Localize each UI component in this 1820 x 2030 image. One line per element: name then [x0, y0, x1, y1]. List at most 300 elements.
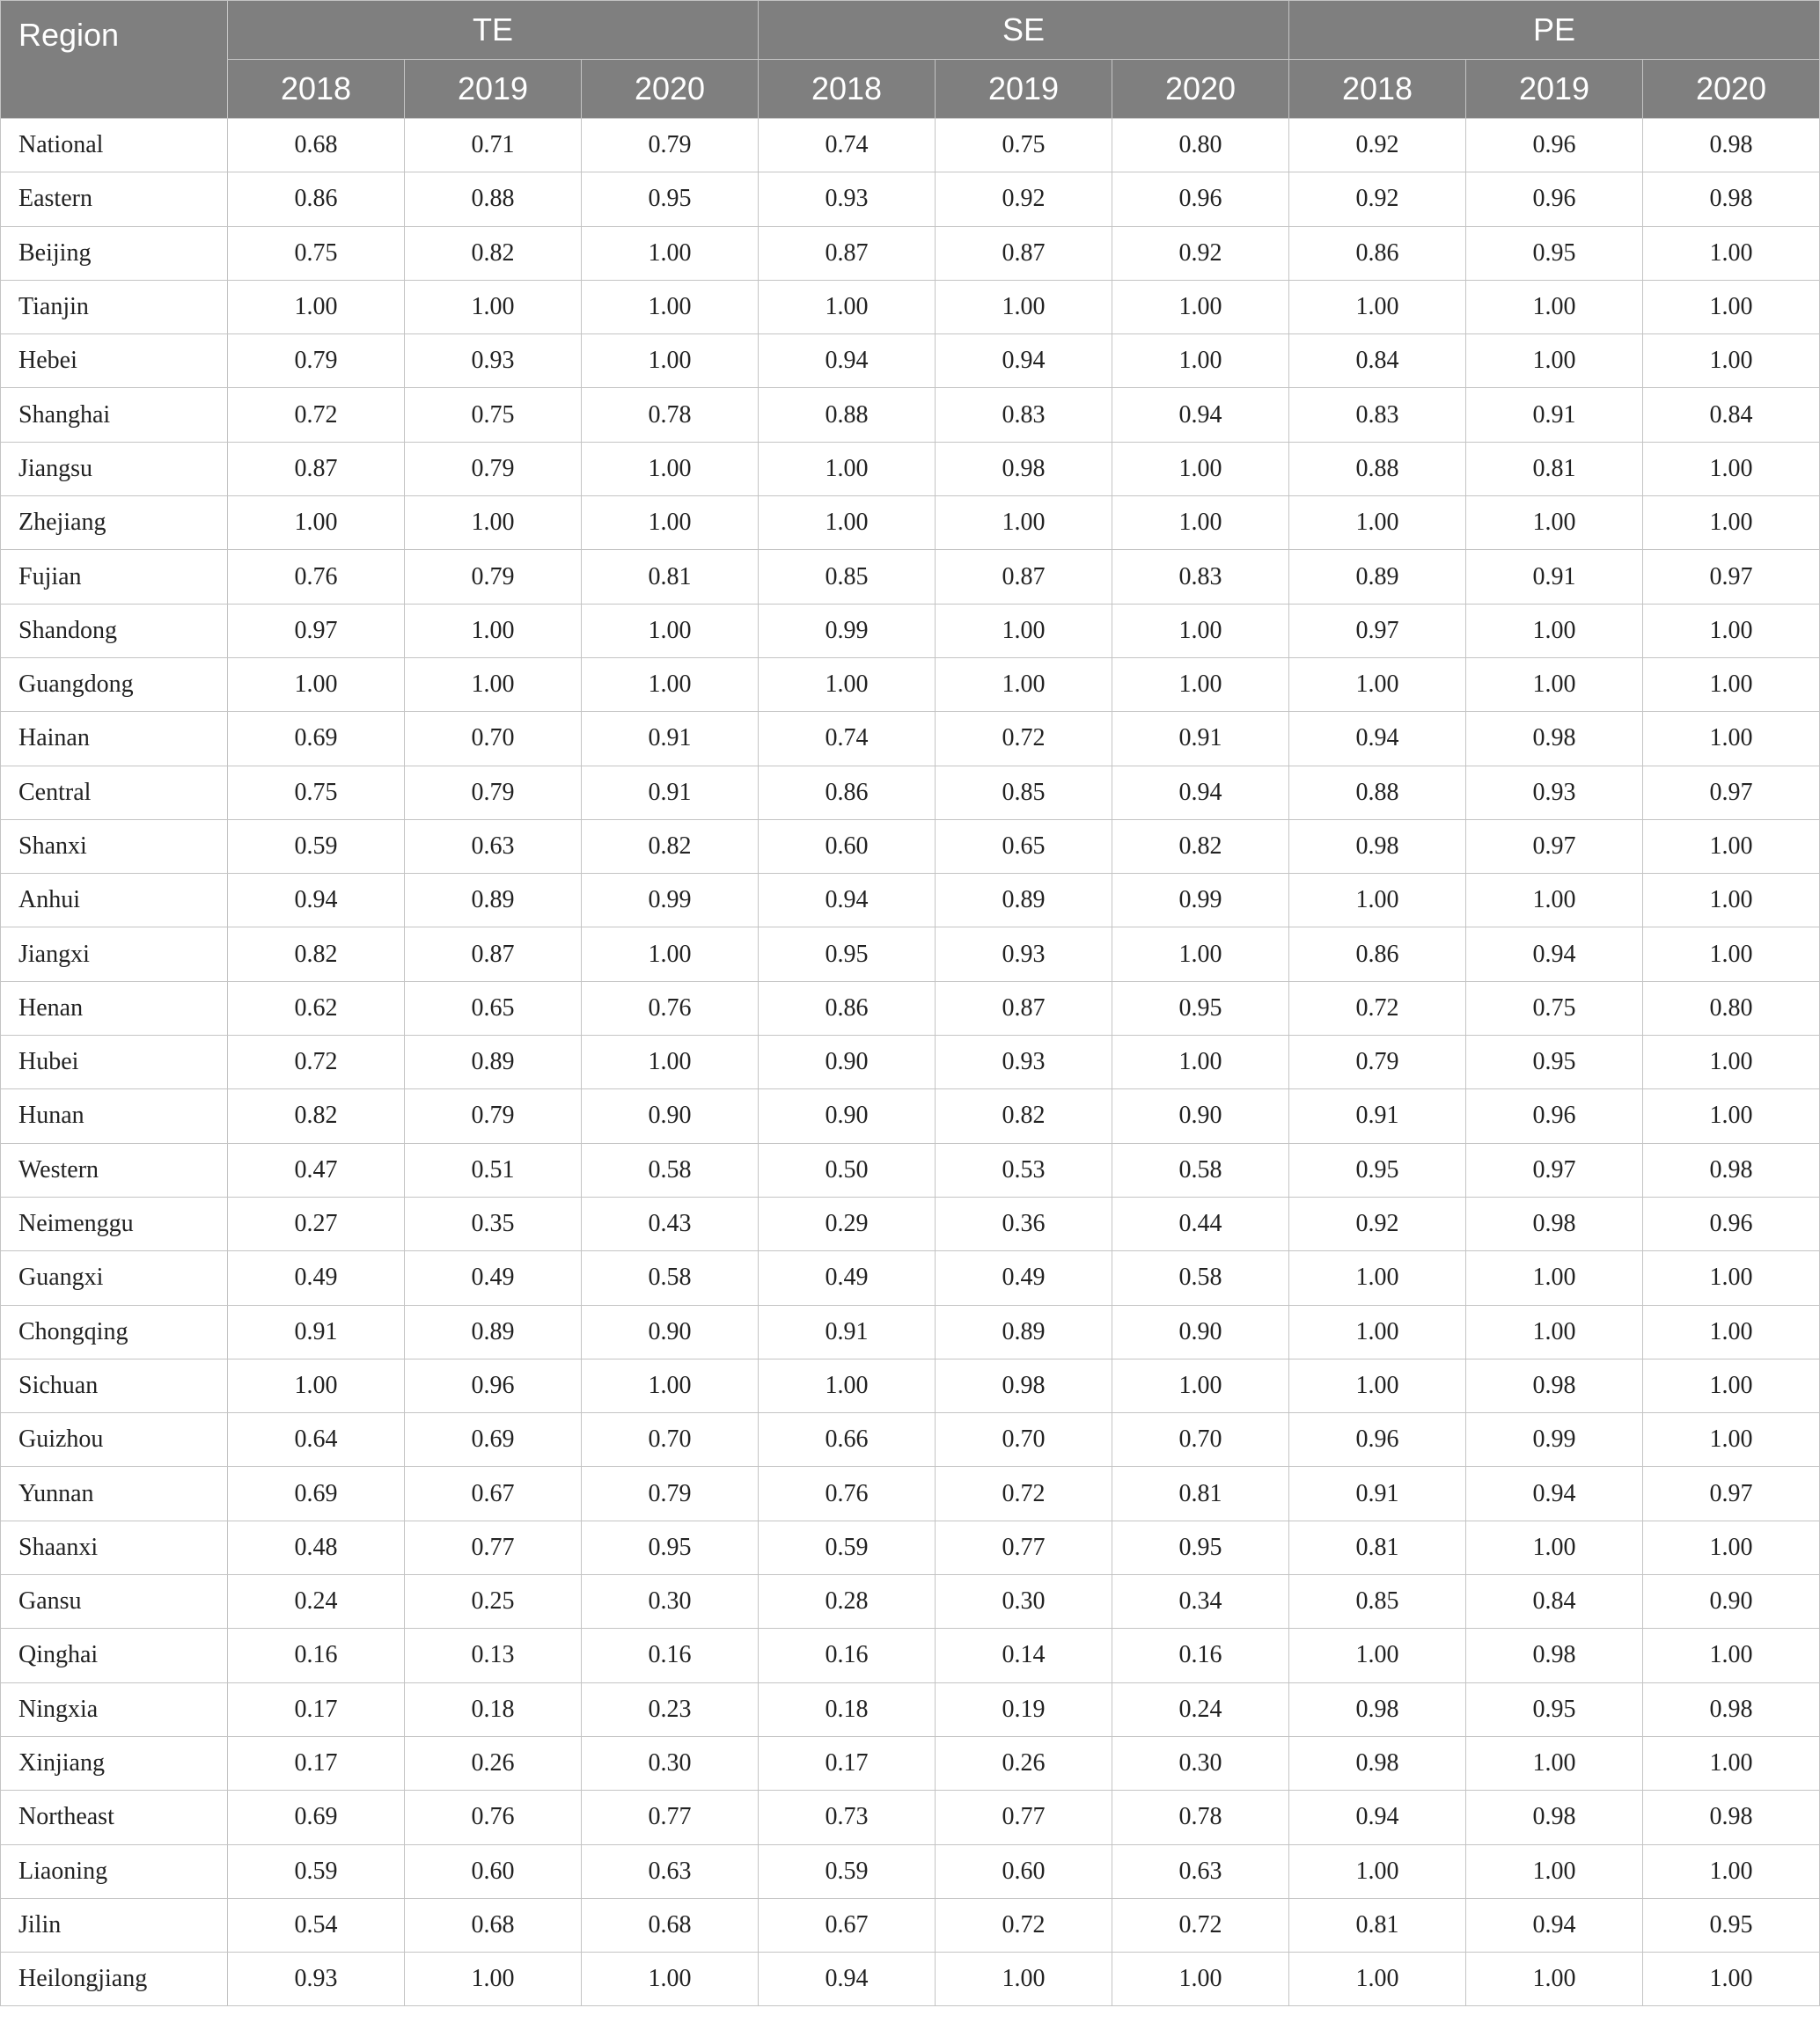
- value-cell: 0.68: [228, 119, 405, 172]
- value-cell: 0.98: [1466, 712, 1643, 766]
- value-cell: 0.47: [228, 1143, 405, 1197]
- value-cell: 1.00: [228, 280, 405, 333]
- value-cell: 0.82: [582, 819, 759, 873]
- value-cell: 1.00: [1289, 280, 1466, 333]
- value-cell: 0.26: [405, 1736, 582, 1790]
- value-cell: 0.72: [936, 712, 1112, 766]
- value-cell: 0.79: [405, 442, 582, 495]
- value-cell: 0.72: [936, 1898, 1112, 1952]
- value-cell: 1.00: [936, 657, 1112, 711]
- value-cell: 1.00: [1643, 712, 1820, 766]
- region-name-cell: Anhui: [1, 874, 228, 927]
- value-cell: 0.49: [936, 1251, 1112, 1305]
- year-header: 2018: [759, 60, 936, 119]
- value-cell: 0.87: [936, 226, 1112, 280]
- value-cell: 0.97: [1289, 604, 1466, 657]
- value-cell: 1.00: [1643, 819, 1820, 873]
- value-cell: 1.00: [1466, 1953, 1643, 2006]
- value-cell: 0.59: [228, 819, 405, 873]
- value-cell: 0.90: [1112, 1089, 1289, 1143]
- value-cell: 1.00: [1466, 657, 1643, 711]
- value-cell: 0.98: [1643, 172, 1820, 226]
- value-cell: 0.58: [582, 1143, 759, 1197]
- table-row: [1, 1251, 1820, 1305]
- value-cell: 1.00: [1643, 874, 1820, 927]
- value-cell: 0.87: [936, 981, 1112, 1035]
- value-cell: 1.00: [1289, 1251, 1466, 1305]
- value-cell: 1.00: [1112, 280, 1289, 333]
- value-cell: 0.89: [405, 874, 582, 927]
- region-name-cell: Neimenggu: [1, 1197, 228, 1250]
- value-cell: 0.94: [1289, 712, 1466, 766]
- table-row: [1, 226, 1820, 280]
- value-cell: 0.84: [1466, 1575, 1643, 1629]
- value-cell: 1.00: [936, 604, 1112, 657]
- value-cell: 1.00: [1112, 604, 1289, 657]
- value-cell: 1.00: [1289, 1359, 1466, 1412]
- value-cell: 0.83: [1289, 388, 1466, 442]
- value-cell: 0.59: [759, 1844, 936, 1898]
- value-cell: 0.83: [1112, 550, 1289, 604]
- value-cell: 1.00: [1643, 1305, 1820, 1359]
- value-cell: 0.69: [228, 1467, 405, 1521]
- value-cell: 0.96: [1289, 1413, 1466, 1467]
- value-cell: 0.85: [936, 766, 1112, 819]
- value-cell: 0.79: [405, 766, 582, 819]
- value-cell: 0.92: [1112, 226, 1289, 280]
- value-cell: 1.00: [1643, 1413, 1820, 1467]
- table-row: [1, 712, 1820, 766]
- value-cell: 0.87: [228, 442, 405, 495]
- value-cell: 0.94: [1112, 388, 1289, 442]
- value-cell: 0.97: [1643, 550, 1820, 604]
- value-cell: 0.75: [1466, 981, 1643, 1035]
- value-cell: 0.82: [1112, 819, 1289, 873]
- value-cell: 0.81: [1289, 1521, 1466, 1574]
- value-cell: 0.54: [228, 1898, 405, 1952]
- value-cell: 0.99: [582, 874, 759, 927]
- value-cell: 0.72: [936, 1467, 1112, 1521]
- value-cell: 0.17: [228, 1682, 405, 1736]
- region-name-cell: Guangxi: [1, 1251, 228, 1305]
- value-cell: 1.00: [1643, 1036, 1820, 1089]
- value-cell: 0.94: [1466, 1467, 1643, 1521]
- value-cell: 1.00: [1643, 280, 1820, 333]
- value-cell: 0.50: [759, 1143, 936, 1197]
- value-cell: 0.79: [1289, 1036, 1466, 1089]
- year-header: 2018: [1289, 60, 1466, 119]
- value-cell: 1.00: [405, 1953, 582, 2006]
- value-cell: 0.18: [759, 1682, 936, 1736]
- value-cell: 1.00: [405, 496, 582, 550]
- value-cell: 1.00: [1112, 496, 1289, 550]
- value-cell: 1.00: [582, 442, 759, 495]
- value-cell: 0.59: [228, 1844, 405, 1898]
- value-cell: 0.81: [582, 550, 759, 604]
- value-cell: 1.00: [582, 927, 759, 981]
- value-cell: 1.00: [1289, 874, 1466, 927]
- value-cell: 0.58: [1112, 1143, 1289, 1197]
- value-cell: 0.82: [936, 1089, 1112, 1143]
- table-body: [1, 119, 1820, 2006]
- value-cell: 0.80: [1112, 119, 1289, 172]
- region-name-cell: Tianjin: [1, 280, 228, 333]
- value-cell: 0.82: [228, 1089, 405, 1143]
- value-cell: 0.68: [582, 1898, 759, 1952]
- value-cell: 0.75: [228, 226, 405, 280]
- value-cell: 0.28: [759, 1575, 936, 1629]
- region-name-cell: Yunnan: [1, 1467, 228, 1521]
- value-cell: 1.00: [1643, 1521, 1820, 1574]
- value-cell: 0.91: [759, 1305, 936, 1359]
- value-cell: 0.70: [582, 1413, 759, 1467]
- value-cell: 1.00: [582, 1953, 759, 2006]
- value-cell: 0.95: [1112, 981, 1289, 1035]
- table-row: [1, 334, 1820, 388]
- value-cell: 0.89: [405, 1036, 582, 1089]
- value-cell: 0.25: [405, 1575, 582, 1629]
- value-cell: 0.87: [759, 226, 936, 280]
- table-row: [1, 1629, 1820, 1682]
- table-row: [1, 1682, 1820, 1736]
- group-header-pe: PE: [1289, 1, 1820, 60]
- value-cell: 1.00: [1643, 226, 1820, 280]
- value-cell: 0.30: [1112, 1736, 1289, 1790]
- value-cell: 0.59: [759, 1521, 936, 1574]
- value-cell: 1.00: [1466, 496, 1643, 550]
- value-cell: 0.91: [582, 766, 759, 819]
- value-cell: 0.69: [228, 712, 405, 766]
- value-cell: 0.76: [405, 1791, 582, 1844]
- value-cell: 1.00: [759, 1359, 936, 1412]
- value-cell: 1.00: [1466, 1844, 1643, 1898]
- table-row: [1, 442, 1820, 495]
- table-row: [1, 1791, 1820, 1844]
- value-cell: 0.72: [228, 1036, 405, 1089]
- value-cell: 0.16: [228, 1629, 405, 1682]
- value-cell: 0.98: [936, 1359, 1112, 1412]
- value-cell: 0.89: [405, 1305, 582, 1359]
- value-cell: 1.00: [1643, 1844, 1820, 1898]
- table-row: [1, 1467, 1820, 1521]
- value-cell: 0.71: [405, 119, 582, 172]
- table-row: [1, 981, 1820, 1035]
- value-cell: 1.00: [1112, 927, 1289, 981]
- value-cell: 0.30: [936, 1575, 1112, 1629]
- value-cell: 0.30: [582, 1736, 759, 1790]
- value-cell: 0.98: [1289, 819, 1466, 873]
- value-cell: 1.00: [1643, 1089, 1820, 1143]
- value-cell: 1.00: [228, 657, 405, 711]
- table-row: [1, 1359, 1820, 1412]
- region-name-cell: Zhejiang: [1, 496, 228, 550]
- value-cell: 0.69: [405, 1413, 582, 1467]
- value-cell: 0.95: [582, 172, 759, 226]
- value-cell: 1.00: [582, 496, 759, 550]
- value-cell: 0.80: [1643, 981, 1820, 1035]
- year-header: 2020: [582, 60, 759, 119]
- table-row: [1, 280, 1820, 333]
- value-cell: 0.67: [405, 1467, 582, 1521]
- value-cell: 1.00: [1289, 496, 1466, 550]
- value-cell: 0.86: [228, 172, 405, 226]
- value-cell: 1.00: [1643, 657, 1820, 711]
- value-cell: 1.00: [759, 657, 936, 711]
- value-cell: 0.98: [1466, 1359, 1643, 1412]
- value-cell: 0.94: [1466, 1898, 1643, 1952]
- year-header: 2019: [1466, 60, 1643, 119]
- value-cell: 0.60: [936, 1844, 1112, 1898]
- value-cell: 0.96: [1643, 1197, 1820, 1250]
- table-row: [1, 874, 1820, 927]
- table-row: [1, 496, 1820, 550]
- value-cell: 0.85: [759, 550, 936, 604]
- year-header: 2019: [405, 60, 582, 119]
- value-cell: 0.79: [405, 550, 582, 604]
- region-name-cell: National: [1, 119, 228, 172]
- value-cell: 0.73: [759, 1791, 936, 1844]
- value-cell: 0.63: [1112, 1844, 1289, 1898]
- value-cell: 0.97: [1466, 1143, 1643, 1197]
- value-cell: 0.98: [1643, 1682, 1820, 1736]
- value-cell: 0.95: [582, 1521, 759, 1574]
- value-cell: 0.91: [1289, 1467, 1466, 1521]
- value-cell: 0.93: [759, 172, 936, 226]
- value-cell: 1.00: [1289, 1844, 1466, 1898]
- value-cell: 0.91: [1466, 388, 1643, 442]
- value-cell: 0.95: [759, 927, 936, 981]
- table-row: [1, 819, 1820, 873]
- value-cell: 1.00: [1112, 442, 1289, 495]
- value-cell: 0.76: [582, 981, 759, 1035]
- value-cell: 0.96: [1466, 119, 1643, 172]
- value-cell: 0.98: [1466, 1629, 1643, 1682]
- value-cell: 1.00: [582, 1036, 759, 1089]
- value-cell: 0.81: [1466, 442, 1643, 495]
- table-row: [1, 1413, 1820, 1467]
- header-row-years: [1, 60, 1820, 119]
- value-cell: 0.93: [405, 334, 582, 388]
- value-cell: 0.90: [1112, 1305, 1289, 1359]
- region-name-cell: Jiangxi: [1, 927, 228, 981]
- value-cell: 0.77: [582, 1791, 759, 1844]
- group-header-se: SE: [759, 1, 1289, 60]
- value-cell: 0.97: [1466, 819, 1643, 873]
- table-row: [1, 604, 1820, 657]
- value-cell: 0.79: [228, 334, 405, 388]
- value-cell: 0.17: [759, 1736, 936, 1790]
- value-cell: 0.79: [405, 1089, 582, 1143]
- table-row: [1, 927, 1820, 981]
- value-cell: 0.96: [1466, 1089, 1643, 1143]
- value-cell: 1.00: [1466, 1305, 1643, 1359]
- table-row: [1, 172, 1820, 226]
- region-name-cell: Hubei: [1, 1036, 228, 1089]
- value-cell: 1.00: [1643, 496, 1820, 550]
- value-cell: 0.90: [582, 1305, 759, 1359]
- value-cell: 0.98: [1643, 119, 1820, 172]
- region-name-cell: Guangdong: [1, 657, 228, 711]
- value-cell: 0.85: [1289, 1575, 1466, 1629]
- year-header: 2018: [228, 60, 405, 119]
- value-cell: 0.49: [228, 1251, 405, 1305]
- value-cell: 0.66: [759, 1413, 936, 1467]
- table-row: [1, 1953, 1820, 2006]
- value-cell: 0.94: [1112, 766, 1289, 819]
- value-cell: 0.63: [582, 1844, 759, 1898]
- region-name-cell: Gansu: [1, 1575, 228, 1629]
- region-name-cell: Jiangsu: [1, 442, 228, 495]
- value-cell: 0.88: [405, 172, 582, 226]
- value-cell: 0.79: [582, 119, 759, 172]
- table-row: [1, 550, 1820, 604]
- value-cell: 0.26: [936, 1736, 1112, 1790]
- value-cell: 1.00: [936, 1953, 1112, 2006]
- region-name-cell: Heilongjiang: [1, 1953, 228, 2006]
- table-row: [1, 1575, 1820, 1629]
- value-cell: 0.76: [228, 550, 405, 604]
- value-cell: 0.92: [1289, 119, 1466, 172]
- value-cell: 0.87: [936, 550, 1112, 604]
- value-cell: 0.99: [1112, 874, 1289, 927]
- value-cell: 1.00: [759, 280, 936, 333]
- value-cell: 1.00: [1643, 1953, 1820, 2006]
- value-cell: 0.74: [759, 712, 936, 766]
- year-header: 2020: [1643, 60, 1820, 119]
- value-cell: 1.00: [1112, 1036, 1289, 1089]
- value-cell: 0.65: [405, 981, 582, 1035]
- value-cell: 1.00: [582, 657, 759, 711]
- value-cell: 1.00: [1643, 1251, 1820, 1305]
- value-cell: 0.98: [1643, 1791, 1820, 1844]
- table-row: [1, 1736, 1820, 1790]
- value-cell: 1.00: [1466, 604, 1643, 657]
- region-name-cell: Qinghai: [1, 1629, 228, 1682]
- region-name-cell: Shanghai: [1, 388, 228, 442]
- value-cell: 0.68: [405, 1898, 582, 1952]
- value-cell: 0.91: [582, 712, 759, 766]
- value-cell: 0.70: [936, 1413, 1112, 1467]
- region-name-cell: Shaanxi: [1, 1521, 228, 1574]
- value-cell: 1.00: [1112, 334, 1289, 388]
- value-cell: 0.98: [1466, 1791, 1643, 1844]
- table-row: [1, 119, 1820, 172]
- value-cell: 0.90: [759, 1036, 936, 1089]
- region-name-cell: Guizhou: [1, 1413, 228, 1467]
- value-cell: 0.95: [1466, 226, 1643, 280]
- region-name-cell: Fujian: [1, 550, 228, 604]
- value-cell: 0.60: [405, 1844, 582, 1898]
- value-cell: 0.76: [759, 1467, 936, 1521]
- table-row: [1, 1036, 1820, 1089]
- value-cell: 0.91: [1289, 1089, 1466, 1143]
- value-cell: 0.49: [759, 1251, 936, 1305]
- table-row: [1, 1197, 1820, 1250]
- value-cell: 0.93: [228, 1953, 405, 2006]
- value-cell: 0.90: [1643, 1575, 1820, 1629]
- value-cell: 0.13: [405, 1629, 582, 1682]
- value-cell: 0.88: [759, 388, 936, 442]
- value-cell: 0.93: [936, 1036, 1112, 1089]
- region-name-cell: Shandong: [1, 604, 228, 657]
- value-cell: 0.62: [228, 981, 405, 1035]
- header-row-groups: [1, 1, 1820, 60]
- value-cell: 0.58: [1112, 1251, 1289, 1305]
- value-cell: 0.86: [759, 981, 936, 1035]
- value-cell: 0.17: [228, 1736, 405, 1790]
- value-cell: 0.24: [228, 1575, 405, 1629]
- value-cell: 0.70: [1112, 1413, 1289, 1467]
- value-cell: 0.84: [1643, 388, 1820, 442]
- region-name-cell: Ningxia: [1, 1682, 228, 1736]
- value-cell: 1.00: [1643, 604, 1820, 657]
- value-cell: 0.96: [405, 1359, 582, 1412]
- value-cell: 0.94: [759, 334, 936, 388]
- group-header-te: TE: [228, 1, 759, 60]
- value-cell: 0.97: [1643, 1467, 1820, 1521]
- value-cell: 0.35: [405, 1197, 582, 1250]
- value-cell: 0.72: [1289, 981, 1466, 1035]
- value-cell: 0.95: [1112, 1521, 1289, 1574]
- value-cell: 0.89: [936, 874, 1112, 927]
- value-cell: 0.16: [1112, 1629, 1289, 1682]
- value-cell: 0.97: [1643, 766, 1820, 819]
- value-cell: 0.94: [1466, 927, 1643, 981]
- value-cell: 0.65: [936, 819, 1112, 873]
- value-cell: 0.81: [1112, 1467, 1289, 1521]
- value-cell: 1.00: [405, 604, 582, 657]
- value-cell: 0.94: [228, 874, 405, 927]
- value-cell: 0.34: [1112, 1575, 1289, 1629]
- value-cell: 0.96: [1466, 172, 1643, 226]
- region-name-cell: Sichuan: [1, 1359, 228, 1412]
- value-cell: 0.94: [936, 334, 1112, 388]
- table-header: [1, 1, 1820, 119]
- value-cell: 0.74: [759, 119, 936, 172]
- region-name-cell: Chongqing: [1, 1305, 228, 1359]
- value-cell: 0.14: [936, 1629, 1112, 1682]
- region-name-cell: Northeast: [1, 1791, 228, 1844]
- value-cell: 0.51: [405, 1143, 582, 1197]
- value-cell: 0.93: [936, 927, 1112, 981]
- value-cell: 0.58: [582, 1251, 759, 1305]
- value-cell: 0.49: [405, 1251, 582, 1305]
- value-cell: 0.77: [936, 1791, 1112, 1844]
- region-name-cell: Western: [1, 1143, 228, 1197]
- region-name-cell: Shanxi: [1, 819, 228, 873]
- value-cell: 0.27: [228, 1197, 405, 1250]
- value-cell: 1.00: [1112, 657, 1289, 711]
- value-cell: 0.36: [936, 1197, 1112, 1250]
- value-cell: 0.24: [1112, 1682, 1289, 1736]
- value-cell: 1.00: [759, 496, 936, 550]
- value-cell: 1.00: [582, 226, 759, 280]
- value-cell: 0.19: [936, 1682, 1112, 1736]
- value-cell: 0.77: [936, 1521, 1112, 1574]
- value-cell: 0.98: [1289, 1682, 1466, 1736]
- value-cell: 0.92: [1289, 172, 1466, 226]
- value-cell: 0.78: [582, 388, 759, 442]
- value-cell: 0.72: [228, 388, 405, 442]
- table-row: [1, 388, 1820, 442]
- value-cell: 0.81: [1289, 1898, 1466, 1952]
- value-cell: 0.92: [1289, 1197, 1466, 1250]
- value-cell: 1.00: [1289, 1305, 1466, 1359]
- region-name-cell: Eastern: [1, 172, 228, 226]
- year-header: 2020: [1112, 60, 1289, 119]
- value-cell: 0.78: [1112, 1791, 1289, 1844]
- table-row: [1, 1844, 1820, 1898]
